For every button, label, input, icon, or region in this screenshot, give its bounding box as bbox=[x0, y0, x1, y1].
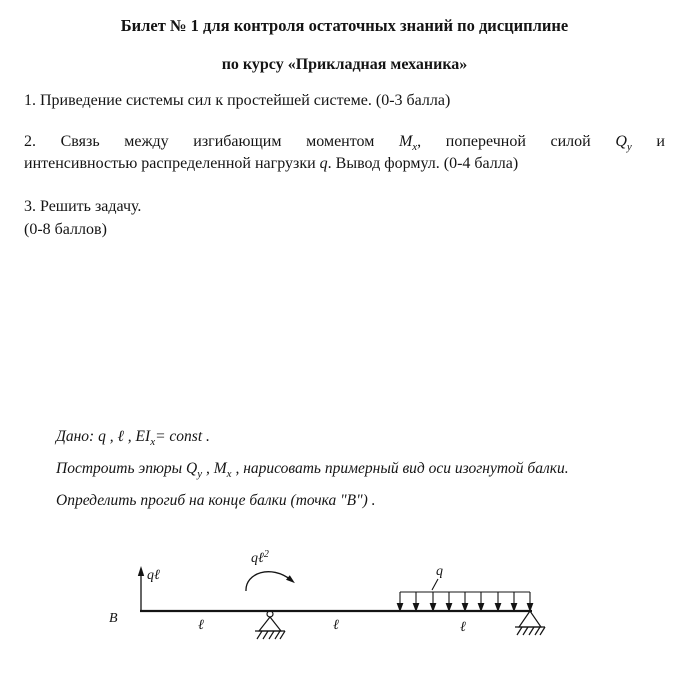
question-2-text-c: и bbox=[631, 133, 665, 150]
length-label-1: ℓ bbox=[198, 617, 204, 633]
given-line-1: Дано: q , ℓ , $EI_x=$ const . bbox=[56, 427, 210, 448]
moment-label: qℓ$^2$ bbox=[251, 548, 269, 566]
var-Mx: $M_x$ bbox=[213, 459, 232, 480]
end-force-arrow bbox=[138, 566, 160, 610]
force-label: qℓ bbox=[147, 567, 160, 583]
question-2-text-d: интенсивностью распределенной нагрузки bbox=[24, 155, 320, 173]
exam-title: Билет № 1 для контроля остаточных знаний по дисциплине bbox=[120, 16, 569, 35]
var-Qy: $Q_y$ bbox=[615, 133, 632, 154]
question-2-text-a: 2. Связь между изгибающим моментом bbox=[24, 133, 399, 150]
beam-diagram-container bbox=[105, 547, 665, 655]
question-3-line-1: 3. Решить задачу. bbox=[24, 198, 142, 216]
pin-support-right bbox=[515, 611, 545, 635]
beam-diagram bbox=[105, 547, 575, 655]
distributed-load bbox=[397, 564, 532, 611]
question-2 bbox=[24, 131, 665, 175]
question-2-line-1 bbox=[24, 131, 665, 153]
var-Qy: $Q_y$ bbox=[186, 459, 203, 480]
question-3 bbox=[24, 195, 665, 241]
arrow-head-icon bbox=[286, 575, 295, 583]
question-2-text-e: . Вывод формул. (0-4 балла) bbox=[327, 155, 519, 173]
question-2-line-2 bbox=[24, 153, 665, 175]
question-3-line-2: (0-8 баллов) bbox=[24, 221, 107, 239]
given-line-3: Определить прогиб на конце балки (точка "В") . bbox=[56, 491, 376, 509]
var-Mx: $M_x$ bbox=[398, 133, 418, 154]
var-q: q bbox=[319, 155, 328, 173]
distributed-load-label: q bbox=[436, 563, 443, 579]
length-label-2: ℓ bbox=[333, 617, 339, 633]
question-1: 1. Приведение системы сил к простейшей системе. (0-3 балла) bbox=[24, 92, 451, 109]
given-block bbox=[56, 427, 665, 511]
moment-arrow bbox=[246, 549, 295, 591]
given-line-2: Построить эпюры $Q_y$ , $M_x$ , нарисовать примерный вид оси изогнутой балки. bbox=[56, 459, 569, 480]
pin-support-left bbox=[255, 611, 285, 639]
length-label-3: ℓ bbox=[460, 619, 466, 635]
point-b-label: B bbox=[109, 610, 118, 626]
question-2-text-b: , поперечной силой bbox=[417, 133, 616, 150]
arrow-up-icon bbox=[138, 566, 144, 576]
course-subtitle: по курсу «Прикладная механика» bbox=[221, 56, 468, 73]
